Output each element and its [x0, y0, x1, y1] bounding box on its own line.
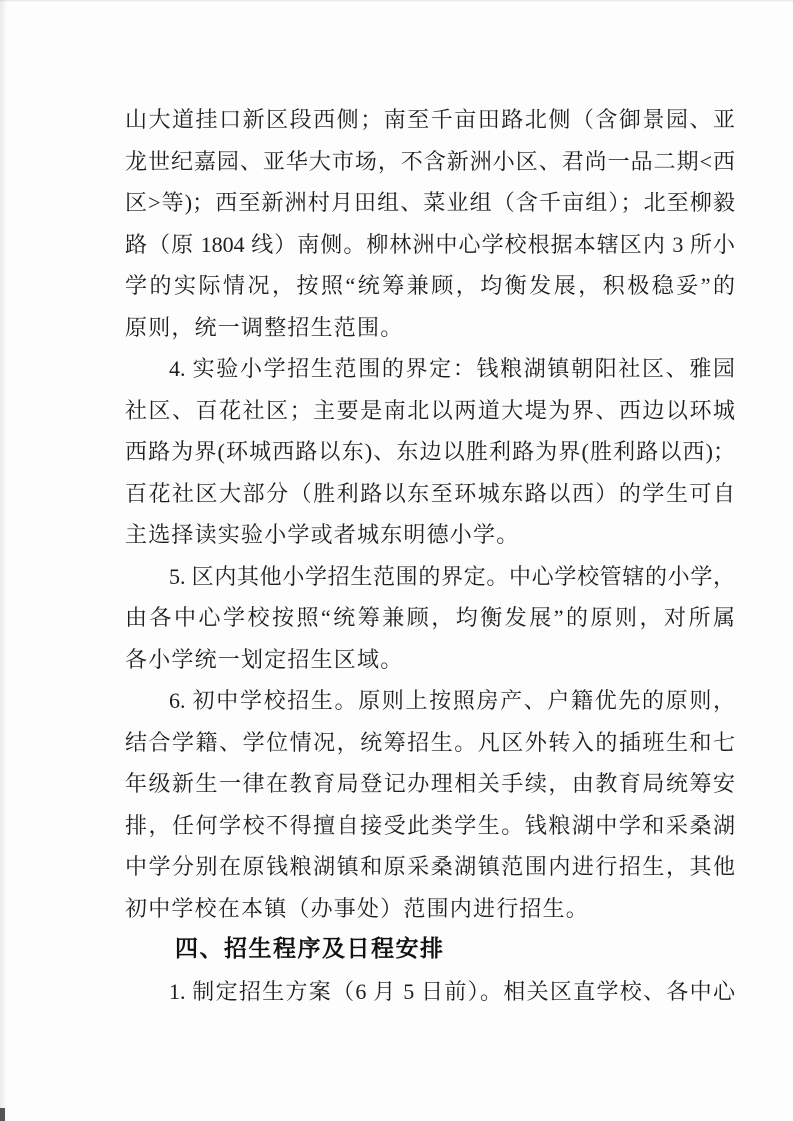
document-line: 区>等)；西至新洲村月田组、菜业组（含千亩组）；北至柳毅: [125, 190, 735, 215]
document-line: 年级新生一律在教育局登记办理相关手续，由教育局统筹安: [125, 771, 735, 796]
document-line: 结合学籍、学位情况，统筹招生。凡区外转入的插班生和七: [125, 729, 735, 755]
document-line: 山大道挂口新区段西侧；南至千亩田路北侧（含御景园、亚: [125, 107, 735, 132]
document-text-block: [125, 99, 735, 1012]
document-line-item-5: 5. 区内其他小学招生范围的界定。中心学校管辖的小学，: [169, 563, 735, 589]
document-line: 主选择读实验小学或者城东明德小学。: [125, 522, 520, 547]
section-heading: 四、招生程序及日程安排: [175, 936, 445, 962]
document-line: 原则，统一调整招生范围。: [125, 314, 404, 340]
document-line: 由各中心学校按照“统筹兼顾，均衡发展”的原则，对所属: [125, 605, 735, 630]
document-line: 学的实际情况，按照“统筹兼顾，均衡发展，积极稳妥”的: [125, 273, 735, 298]
document-line: 百花社区大部分（胜利路以东至环城东路以西）的学生可自: [125, 480, 735, 506]
document-line-item-6: 6. 初中学校招生。原则上按照房产、户籍优先的原则，: [169, 688, 735, 713]
document-line: 西路为界(环城西路以东)、东边以胜利路为界(胜利路以西)；: [125, 439, 735, 464]
document-line: 龙世纪嘉园、亚华大市场，不含新洲小区、君尚一品二期<西: [125, 148, 735, 174]
document-line: 各小学统一划定招生区域。: [125, 646, 404, 672]
document-line: 中学分别在原钱粮湖镇和原采桑湖镇范围内进行招生，其他: [125, 854, 735, 879]
document-line: 初中学校在本镇（办事处）范围内进行招生。: [125, 895, 590, 921]
document-line-item-4: 4. 实验小学招生范围的界定：钱粮湖镇朝阳社区、雅园: [169, 356, 735, 381]
document-line-item-1: 1. 制定招生方案（6 月 5 日前）。相关区直学校、各中心: [169, 978, 735, 1004]
document-line: 路（原 1804 线）南侧。柳林洲中心学校根据本辖区内 3 所小: [125, 231, 735, 257]
document-line: 排，任何学校不得擅自接受此类学生。钱粮湖中学和采桑湖: [125, 812, 735, 838]
document-line: 社区、百花社区；主要是南北以两道大堤为界、西边以环城: [125, 397, 735, 423]
scan-smudge-mark: [0, 1108, 5, 1121]
